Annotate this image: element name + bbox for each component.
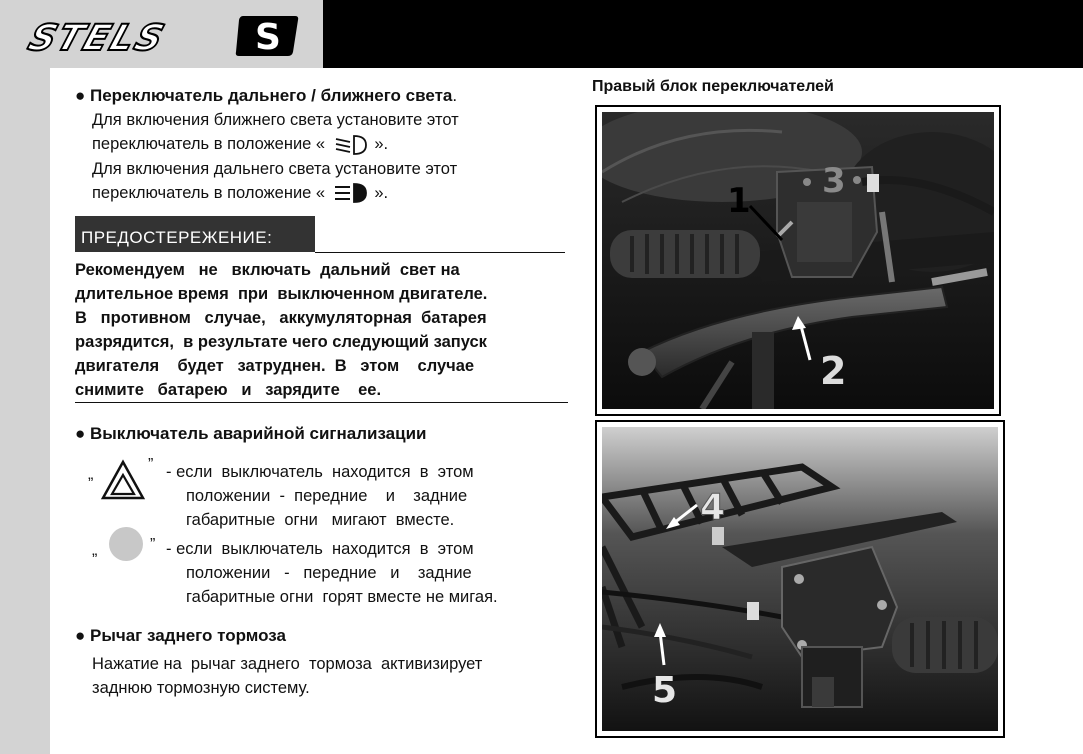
photo1-image [602,112,994,409]
hazard-off-text [166,537,562,609]
photo-right-switch-block [595,105,1001,416]
beam-high-line2: переключатель в положение « ». [92,181,570,206]
warning-line-1: Рекомендуем не включать дальний свет на [75,261,460,279]
brand-logo-text: STELS [23,18,171,59]
hazard-off-line1: - если выключатель находится в этом [166,540,474,558]
photo2-label-4: 4 [700,487,726,528]
hazard-off-line2: положении - передние и задние [186,564,472,582]
brand-badge-letter: S [255,17,281,58]
header-bar [323,0,1083,68]
low-beam-icon [330,133,370,157]
hazard-on-text [166,460,560,532]
hazard-off-line3: габаритные огни горят вместе не мигая. [186,588,498,606]
photo2-image [602,427,998,731]
hazard-section [75,424,570,444]
beam-low-line1: Для включения ближнего света установите этот [92,111,459,129]
warning-line-4: разрядится, в результате чего следующий запуск [75,333,487,351]
photo1-label-2: 2 [820,349,847,393]
warning-label: ПРЕДОСТЕРЕЖЕНИЕ: [75,216,315,252]
warning-line-6: снимите батарею и зарядите ее. [75,381,382,399]
warning-line-2: длительное время при выключенном двигателе. [75,285,488,303]
hazard-title: ● Выключатель аварийной сигнализации [75,424,427,443]
left-margin-stripe [0,68,50,754]
photo1-label-3: 3 [822,161,846,201]
high-beam-icon [330,181,370,205]
section-divider [75,402,568,403]
beam-title: ● Переключатель дальнего / ближнего света. [75,86,458,105]
hazard-on-quote-open: „ [88,466,94,483]
brand-badge-icon [235,12,301,60]
photo2-label-5: 5 [652,670,678,711]
warning-underline [315,252,565,253]
warning-text [75,258,568,402]
hazard-triangle-icon [100,458,146,502]
right-switch-block-caption: Правый блок переключателей [592,78,834,94]
beam-section [75,86,570,205]
brake-line2: заднюю тормозную систему. [92,679,310,697]
header-logo-area [0,0,323,68]
warning-line-5: двигателя будет затруднен. В этом случае [75,357,475,375]
brake-section [75,626,570,700]
hazard-on-line3: габаритные огни мигают вместе. [186,511,455,529]
photo-left-switch-block [595,420,1005,738]
hazard-off-quote-open: „ [92,542,98,559]
hazard-off-quote-close: ” [150,536,156,553]
hazard-on-line2: положении - передние и задние [186,487,468,505]
beam-high-line1: Для включения дальнего света установите этот [92,159,458,178]
beam-text [92,108,570,205]
hazard-on-line1: - если выключатель находится в этом [166,463,474,481]
photo1-label-1: 1 [727,181,751,221]
brake-line1: Нажатие на рычаг заднего тормоза активизирует [92,655,483,673]
hazard-on-quote-close: ” [148,456,154,473]
warning-line-3: В противном случае, аккумуляторная батарея [75,309,487,327]
hazard-off-circle-icon [104,524,148,564]
beam-low-line2: переключатель в положение « ». [92,132,570,157]
brake-title: ● Рычаг заднего тормоза [75,626,286,645]
brake-text [92,652,570,700]
